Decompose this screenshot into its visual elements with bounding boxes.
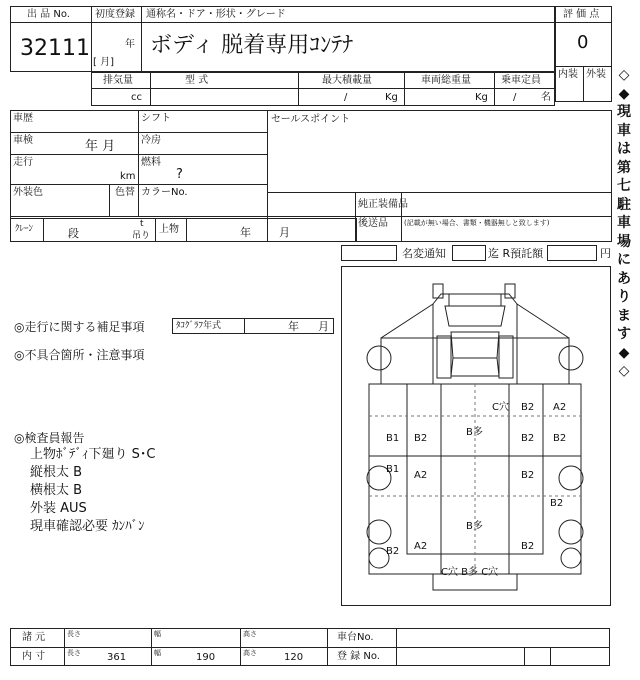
width-label-1: 幅 [154, 630, 161, 638]
capacity-slash: / [513, 92, 517, 103]
sales-point-label: セールスポイント [271, 114, 351, 125]
inner-width: 190 [196, 652, 216, 663]
score-value: 0 [577, 32, 589, 53]
cc-unit: cc [131, 92, 142, 103]
inspector-line-4: 外装 AUS [30, 501, 87, 516]
tacho-month: 月 [318, 320, 329, 333]
length-label-2: 長さ [67, 649, 81, 657]
mark-b2-right-c: B2 [521, 470, 535, 481]
exterior-color-label: 外装色 [13, 187, 43, 198]
score-label: 評 価 点 [563, 9, 600, 20]
mark-bottom-text: C穴 B多 C穴 [441, 567, 499, 578]
width-label-2: 幅 [154, 649, 161, 657]
mark-b2-top-a: B2 [521, 402, 535, 413]
displacement-label: 排気量 [103, 75, 133, 86]
reg-label: 登 録 No. [337, 651, 380, 662]
inner-height: 120 [284, 652, 304, 663]
mark-a2-top: A2 [553, 402, 567, 413]
lot-number: 32111 [20, 36, 90, 61]
height-label-1: 高さ [243, 630, 257, 638]
fuel-value: ? [176, 167, 183, 182]
inspection-label: 車検 [13, 135, 33, 146]
color-code-label: 色替 [115, 187, 135, 198]
gvw-label: 車両総重量 [421, 75, 471, 86]
hang-label: 吊り [132, 231, 151, 241]
kg-unit-1: Kg [385, 92, 398, 103]
mark-b1-left-2: B1 [386, 464, 400, 475]
inner-label: 内 寸 [22, 651, 46, 662]
driving-remarks-label: ◎走行に関する補足事項 [14, 320, 145, 334]
name-label: 通称名・ドア・形状・グレード [146, 9, 286, 20]
yen-label: 円 [600, 247, 611, 260]
ac-label: 冷房 [141, 135, 161, 146]
chassis-label: 車台No. [337, 632, 374, 643]
mark-b2-left: B2 [414, 433, 428, 444]
crane-label: ｸﾚｰﾝ [15, 224, 34, 234]
inspector-line-1: 上物ﾎﾞﾃﾞｨ下廻り S･C [30, 447, 156, 462]
fuel-label: 燃料 [141, 157, 161, 168]
genuine-label: 純正装備品 [358, 199, 408, 210]
body-month: 月 [279, 226, 290, 239]
mark-b-many-mid: B多 [466, 521, 483, 532]
height-label-2: 高さ [243, 649, 257, 657]
mark-b2-bottom-right: B2 [521, 541, 535, 552]
history-label: 車歴 [13, 113, 33, 124]
model-label: 型 式 [185, 75, 209, 86]
notice-box-2 [452, 245, 486, 261]
mark-a2-left: A2 [414, 470, 428, 481]
crane-row [10, 218, 357, 242]
inner-length: 361 [107, 652, 127, 663]
inspector-line-5: 現車確認必要 ｶﾝﾊﾞﾝ [30, 519, 145, 534]
inspector-line-3: 横根太 B [30, 483, 83, 498]
inspector-label: ◎検査員報告 [14, 431, 85, 445]
mark-c-ana-top: C穴 [492, 402, 509, 413]
exterior-label: 外装 [586, 69, 606, 80]
r-deposit-label: 迄 R預託額 [488, 247, 544, 260]
notice-box-3 [547, 245, 597, 261]
mark-b2-right-b: B2 [553, 433, 567, 444]
name-change-label: 名変通知 [402, 247, 446, 260]
lot-label: 出 品 No. [27, 9, 70, 20]
defect-label: ◎不具合箇所・注意事項 [14, 348, 145, 362]
spec-label: 諸 元 [22, 632, 46, 643]
body-year: 年 [240, 226, 251, 239]
later-label: 後送品 [358, 218, 388, 229]
color-no-label: カラーNo. [141, 187, 188, 198]
mark-b2-right-a: B2 [521, 433, 535, 444]
capacity-unit: 名 [541, 92, 551, 103]
mileage-label: 走行 [13, 157, 33, 168]
t-label: t [140, 219, 144, 229]
mark-b-many-top: B多 [466, 427, 483, 438]
capacity-label: 乗車定員 [501, 75, 541, 86]
first-reg-label: 初度登録 [95, 9, 135, 20]
kg-unit-2: Kg [475, 92, 488, 103]
interior-label: 内装 [558, 69, 578, 80]
tachograph-label: ﾀｺｸﾞﾗﾌ年式 [176, 321, 222, 331]
year-char: 年 [125, 39, 135, 50]
side-banner: ◇ ◆ 現 車 は 第 七 駐 車 場 に あ り ま す ◆ ◇ [617, 67, 631, 379]
body-label: 上物 [159, 224, 179, 235]
notice-box-1 [341, 245, 397, 261]
tacho-year: 年 [288, 320, 299, 333]
km-unit: km [120, 171, 136, 182]
stage-label: 段 [68, 227, 79, 240]
vehicle-name: ボディ 脱着専用ｺﾝﾃﾅ [150, 33, 354, 58]
inspector-line-2: 縦根太 B [30, 465, 83, 480]
mark-a2-bottom: A2 [414, 541, 428, 552]
load-slash: / [344, 92, 348, 103]
inspection-value: 年 月 [85, 139, 116, 154]
max-load-label: 最大積載量 [322, 75, 372, 86]
mark-b2-right-d: B2 [550, 498, 564, 509]
length-label-1: 長さ [67, 630, 81, 638]
shift-label: シフト [141, 113, 171, 124]
later-note: (記載が無い場合、書類・機器無しと致します) [404, 219, 550, 227]
month-bracket: [ 月] [93, 57, 114, 68]
mark-b1-left: B1 [386, 433, 400, 444]
mark-b2-bottom-left: B2 [386, 546, 400, 557]
